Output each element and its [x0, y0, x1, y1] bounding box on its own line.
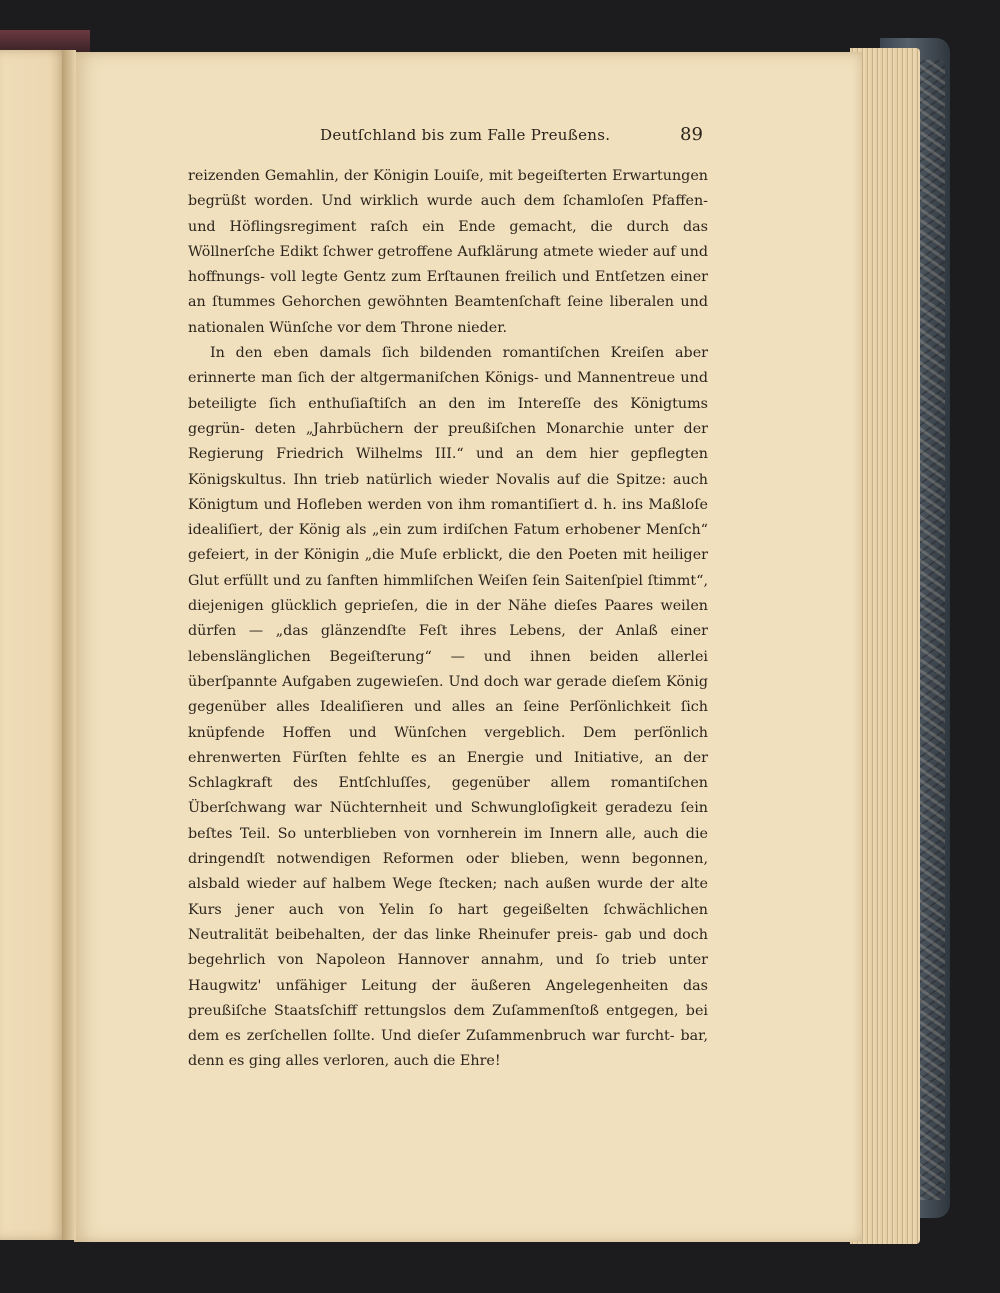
page-header [0, 126, 1000, 154]
paragraph-1: reizenden Gemahlin, der Königin Louiſe, mit begeiſterten Erwartungen begrüßt worden. Und wirklich wurde auch dem ſchamloſen Pfaffen- und Höflingsregiment raſch ein Ende gemacht, die durch das Wöllnerſche Edikt ſchwer getroffene Aufklärung atmete wieder auf und hoffnungs- voll legte Gentz zum Erſtaunen freilich und Entſetzen einer an ſtummes Gehorchen gewöhnten Beamtenſchaft ſeine liberalen und nationalen Wünſche vor dem Throne nieder. [188, 168, 708, 336]
paragraph-2: In den eben damals ſich bildenden romantiſchen Kreiſen aber erinnerte man ſich der altgermaniſchen Königs- und Mannentreue und beteiligte ſich enthuſiaſtiſch an den im Intereſſe des Königtums gegrün- deten „Jahrbüchern der preußiſchen Monarchie unter der Regierung Friedrich Wilhelms III.“ und an dem hier gepflegten Königskultus. Ihn trieb natürlich wieder Novalis auf die Spitze: auch Königtum und Hofleben werden von ihm romantiſiert d. h. ins Maßloſe idealiſiert, der König als „ein zum irdiſchen Fatum erhobener Menſch“ gefeiert, in der Königin „die Muſe erblickt, die den Poeten mit heiliger Glut erfüllt und zu ſanften himmliſchen Weiſen ſein Saitenſpiel ſtimmt“, diejenigen glücklich geprieſen, die in der Nähe dieſes Paares weilen dürfen — „das glänzendſte Feſt ihres Lebens, der Anlaß einer lebenslänglichen Begeiſterung“ — und ihnen beiden allerlei überſpannte Aufgaben zugewieſen. Und doch war gerade dieſem König gegenüber alles Idealiſieren und alles an ſeine Perſönlichkeit ſich knüpfende Hoffen und Wünſchen vergeblich. Dem perſönlich ehrenwerten Fürſten fehlte es an Energie und Initiative, an der Schlagkraft des Entſchluſſes, gegenüber allem romantiſchen Überſchwang war Nüchternheit und Schwungloſigkeit geradezu ſein beſtes Teil. So unterblieben von vornherein im Innern alle, auch die dringendſt notwendigen Reformen oder blieben, wenn begonnen, alsbald wieder auf halbem Wege ſtecken; nach außen wurde der alte Kurs jener auch von Yelin ſo hart gegeißelten ſchwächlichen Neutralität beibehalten, der das linke Rheinufer preis- gab und doch begehrlich von Napoleon Hannover annahm, und ſo trieb unter Haugwitz' unfähiger Leitung der äußeren Angelegenheiten das preußiſche Staatsſchiff rettungslos dem Zuſammenſtoß entgegen, bei dem es zerſchellen ſollte. Und dieſer Zuſammenbruch war furcht- bar, denn es ging alles verloren, auch die Ehre! [188, 345, 708, 1070]
book-cover-top [0, 30, 90, 52]
book-gutter [62, 50, 76, 1240]
running-head: Deutſchland bis zum Falle Preußens. [320, 126, 611, 144]
body-text [188, 164, 708, 1075]
page-number: 89 [680, 124, 703, 145]
left-page [0, 50, 68, 1240]
